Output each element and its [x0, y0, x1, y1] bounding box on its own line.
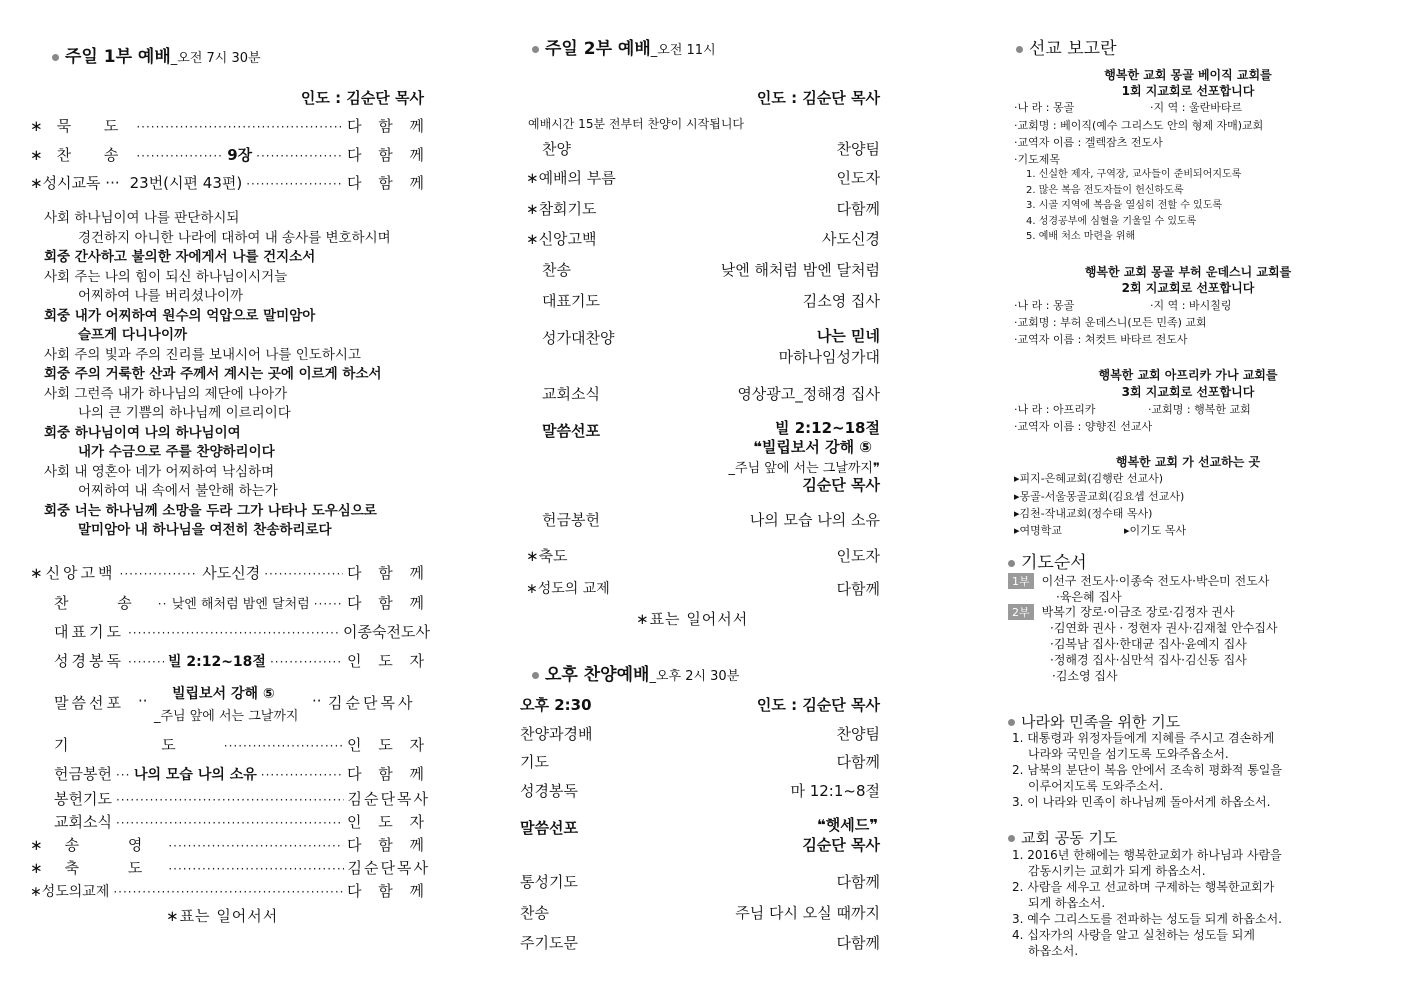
prayer-item: 2. 많은 복음 전도자들이 헌신하도록 [1026, 184, 1184, 196]
resp-line: 회중 주의 거룩한 산과 주께서 계시는 곳에 이르게 하소서 [44, 366, 382, 382]
s3-item [520, 780, 880, 801]
s3-title: 오후 찬양예배 [545, 665, 650, 685]
mission2-heading2: 2회 지교회로 선포합니다 [1121, 281, 1255, 295]
s2-choir-name: 마하나임성가대 [778, 348, 880, 366]
s1-order-mid: 나의 모습 나의 소유 [133, 767, 257, 783]
mission1-church: ·교회명 : 베이직(예수 그리스도 안의 형제 자매)교회 [1014, 119, 1264, 132]
s1-order-value: 다 함 께 [346, 882, 430, 900]
resp-line: 내가 수금으로 주를 찬양하리이다 [78, 444, 275, 460]
church-prayer-line: 4. 십자가의 사랑을 알고 실천하는 성도들 되게 [1012, 928, 1255, 942]
s2-item-value: 나의 모습 나의 소유 [749, 511, 880, 529]
s1-order-label: ∗묵 도 [30, 117, 133, 135]
s2-item [520, 290, 880, 311]
dots-separator: ·· [312, 692, 322, 710]
s2-item [520, 167, 880, 188]
church-prayer-heading [1008, 827, 1117, 848]
s1-order-value: 이종숙전도사 [343, 623, 430, 641]
mission3-country: ·나 라 : 아프리카 [1014, 403, 1096, 416]
s2-item-value: 인도자 [836, 547, 880, 565]
s3-item [520, 902, 880, 923]
s3-item-value: 다함께 [836, 753, 880, 771]
s1-order-value: 인 도 자 [346, 813, 430, 831]
prayer-order-heading [1008, 548, 1087, 573]
resp-line: 경건하지 아니한 나라에 대하여 내 송사를 변호하시며 [78, 229, 391, 246]
s2-item [520, 383, 880, 404]
s1-order-label: 교회소식 [54, 813, 112, 831]
s2-leader: 인도 : 김순단 목사 [756, 89, 880, 107]
church-prayer-title: 교회 공동 기도 [1021, 829, 1118, 847]
resp-line: 어찌하여 내 속에서 불안해 하는가 [78, 483, 278, 499]
s1-order-value: 김순단목사 [347, 790, 430, 808]
mission2-heading1: 행복한 교회 몽골 부허 운데스니 교회를 [1084, 265, 1292, 279]
church-prayer-line: 하옵소서. [1028, 944, 1079, 958]
nation-line: 1. 대통령과 위정자들에게 지혜를 주시고 겸손하게 [1012, 731, 1275, 745]
s2-notice: 예배시간 15분 전부터 찬양이 시작됩니다 [528, 117, 745, 131]
prayer-order-line [1008, 603, 1235, 620]
s2-sermon-preacher: 김순단 목사 [802, 476, 880, 494]
nation-list [1012, 730, 1282, 810]
mission-title: 선교 보고란 [1029, 39, 1117, 59]
s1-order-row [30, 880, 430, 901]
s1-order-row [30, 562, 430, 583]
s3-sermon-label: 말씀선포 [520, 819, 578, 837]
mission3-heading1: 행복한 교회 아프리카 가나 교회를 [1098, 368, 1278, 382]
mission3-church: ·교회명 : 행복한 교회 [1148, 403, 1251, 416]
nation-line: 이루어지도록 도와주소서. [1028, 779, 1164, 793]
s1-sermon-preacher: 김순단목사 [328, 694, 416, 712]
prayer-order-text: 이선구 전도사·이종숙 전도사·박은미 전도사 [1041, 574, 1270, 588]
nation-heading [1008, 711, 1180, 732]
mission2-region: ·지 역 : 바시칠링 [1150, 299, 1232, 312]
resp-line: 사회 주의 빛과 주의 진리를 보내시어 나를 인도하시고 [44, 346, 361, 363]
s3-first-row [520, 694, 880, 715]
s3-item-label: 통성기도 [520, 873, 578, 891]
resp-line: 회중 간사하고 불의한 자에게서 나를 건지소서 [44, 249, 316, 265]
s1-order-row [30, 115, 430, 136]
s2-item [520, 509, 880, 530]
s3-item-value: 마 12:1~8절 [790, 782, 880, 800]
supported-item: ▸이기도 목사 [1124, 524, 1187, 537]
s2-item-value: 다함께 [836, 200, 880, 218]
s1-sermon-label: 말씀선포 [54, 694, 124, 712]
s3-start-time: 오후 2:30 [520, 696, 592, 714]
s1-order-mid: 낮엔 해처럼 밤엔 달처럼 [171, 597, 310, 612]
s2-title: 주일 2부 예배 [545, 39, 651, 59]
s3-item-label: 주기도문 [520, 934, 578, 952]
s2-item-label: 대표기도 [542, 292, 600, 310]
s2-choir-label: 성가대찬양 [542, 329, 615, 347]
s2-item-label: 교회소식 [542, 385, 600, 403]
prayer-item: 1. 신실한 제자, 구역장, 교사들이 준비되어지도록 [1026, 169, 1242, 180]
mission3-heading2: 3회 지교회로 선포합니다 [1121, 385, 1255, 399]
s1-order-row [30, 734, 430, 755]
prayer-order-text: 박복기 장로·이금조 장로·김정자 권사 [1041, 605, 1235, 619]
s1-heading [52, 42, 261, 67]
s3-heading [532, 660, 739, 685]
resp-line: 사회 그런즉 내가 하나님의 제단에 나아가 [44, 385, 288, 402]
s1-order-row [30, 788, 430, 809]
s2-item-label: ∗참회기도 [526, 200, 597, 218]
mission3-missionary: ·교역자 이름 : 양향진 선교사 [1014, 420, 1153, 433]
s1-order-row [30, 763, 430, 784]
s2-item-label: ∗예배의 부름 [526, 169, 616, 187]
resp-line: 사회 내 영혼아 네가 어찌하여 낙심하며 [44, 463, 275, 480]
s3-sermon-title: ❝햇세드❞ [816, 816, 878, 834]
s2-item-label: ∗신앙고백 [526, 230, 597, 248]
s1-order-value: 다 함 께 [346, 117, 430, 135]
s2-heading [532, 34, 716, 59]
s2-item-value: 다함께 [836, 580, 880, 598]
s3-item-label: 기도 [520, 753, 549, 771]
church-prayer-line: 감동시키는 교회가 되게 하옵소서. [1028, 864, 1206, 878]
resp-line: 나의 큰 기쁨의 하나님께 이르리이다 [78, 405, 291, 421]
bullet-dot-icon [532, 46, 539, 53]
church-prayer-list [1012, 847, 1282, 959]
s1-order-value: 인 도 자 [346, 736, 430, 754]
mission2-church: ·교회명 : 부허 운데스니(모든 민족) 교회 [1014, 316, 1207, 329]
supported-item: ▸여명학교 [1014, 524, 1063, 537]
nation-line: 나라와 국민을 섬기도록 도와주옵소서. [1028, 747, 1229, 761]
prayer-order-line: ·김소영 집사 [1052, 669, 1118, 683]
s2-item-value: 사도신경 [822, 230, 880, 248]
mission1-prayer-title: ·기도제목 [1014, 153, 1061, 166]
bullet-dot-icon [1008, 560, 1015, 567]
s1-order-row [30, 834, 430, 855]
bullet-dot-icon [1008, 719, 1015, 726]
church-prayer-line: 1. 2016년 한해에는 행복한교회가 하나님과 사람을 [1012, 848, 1282, 862]
prayer-order-line: ·김복남 집사·한대균 집사·윤예지 집사 [1050, 637, 1247, 651]
s2-item [520, 198, 880, 219]
s1-order-value: 다 함 께 [346, 564, 430, 582]
mission1-country: ·나 라 : 몽골 [1014, 101, 1075, 114]
s2-item-value: 찬양팀 [836, 140, 880, 158]
s1-order-row [30, 592, 430, 613]
s3-item [520, 751, 880, 772]
dots-separator: ·· [138, 692, 148, 710]
s1-order-label: 기 도 [54, 736, 220, 754]
s1-order-value: 인 도 자 [346, 652, 430, 670]
resp-line: 회중 내가 어찌하여 원수의 억압으로 말미암아 [44, 307, 316, 324]
s2-item [520, 545, 880, 566]
s2-item-value: 인도자 [836, 169, 880, 187]
s2-item [520, 259, 880, 280]
s2-standing-note: ∗표는 일어서서 [636, 610, 749, 628]
s1-order-row [30, 857, 430, 878]
s1-order-value: 다 함 께 [346, 836, 430, 854]
prayer-order-title: 기도순서 [1021, 553, 1087, 573]
s2-item-value: 낮엔 해처럼 밤엔 달처럼 [720, 261, 880, 279]
s1-order-row [30, 621, 430, 642]
prayer-item: 5. 예배 처소 마련을 위해 [1026, 231, 1136, 242]
s3-item [520, 871, 880, 892]
s2-sermon-label: 말씀선포 [542, 422, 600, 440]
bullet-dot-icon [1008, 835, 1015, 842]
s2-sermon-subtitle: _주님 앞에 서는 그날까지❞ [728, 461, 880, 476]
s1-order-value: 다 함 께 [346, 146, 430, 164]
s2-time: _오전 11시 [650, 43, 716, 58]
s3-item-label: 찬양과경배 [520, 725, 593, 743]
supported-item: ▸몽골-서울몽골교회(김요셉 선교사) [1014, 489, 1185, 503]
s2-item [520, 138, 880, 159]
s2-item [520, 228, 880, 249]
s3-item [520, 723, 880, 744]
resp-line: 회중 하나님이여 나의 하나님이여 [44, 424, 241, 441]
nation-title: 나라와 민족을 위한 기도 [1021, 713, 1181, 731]
s2-item-label: 헌금봉헌 [542, 511, 600, 529]
supported-item: ▸김천-작내교회(정수태 목사) [1014, 507, 1153, 520]
s1-order-label: 찬 송 [54, 594, 154, 612]
mission1-prayers [1026, 167, 1241, 245]
prayer-order-line: ·육은혜 집사 [1056, 590, 1122, 604]
s1-time: _오전 7시 30분 [170, 51, 261, 66]
mission1-region: ·지 역 : 울란바타르 [1150, 101, 1243, 114]
s2-sermon-title: ❝빌립보서 강해 ⑤ [753, 438, 872, 456]
prayer-item: 3. 시골 지역에 복음을 열심히 전할 수 있도록 [1026, 200, 1223, 211]
resp-line: 어찌하여 나를 버리셨나이까 [78, 288, 244, 304]
bullet-dot-icon [532, 672, 539, 679]
s2-item-value: 김소영 집사 [802, 292, 880, 310]
s1-order-mid: 사도신경 [202, 564, 261, 582]
s2-item-value: 영상광고_정해경 집사 [737, 385, 880, 403]
nation-line: 2. 남북의 분단이 복음 안에서 조속히 평화적 통일을 [1012, 763, 1282, 777]
s1-order-label: ∗성도의교제 [30, 884, 110, 900]
s1-order-value: 다 함 께 [346, 594, 430, 612]
prayer-order-line: ·정해경 집사·심만석 집사·김신동 집사 [1050, 653, 1247, 667]
resp-line: 사회 주는 나의 힘이 되신 하나님이시거늘 [44, 268, 288, 285]
nation-line: 3. 이 나라와 민족이 하나님께 돌아서게 하옵소서. [1012, 795, 1271, 809]
mission2-missionary: ·교역자 이름 : 쳐컷트 바타르 전도사 [1014, 333, 1188, 346]
bullet-dot-icon [52, 54, 59, 61]
s1-order-label: ∗성시교독 ··· [30, 174, 120, 192]
s1-order-label: ∗찬 송 [30, 146, 133, 164]
s1-order-mid: 9장 [227, 146, 253, 164]
s1-order-value: 다 함 께 [346, 765, 430, 783]
s1-responsive-reading [44, 209, 391, 541]
s3-sermon-preacher: 김순단 목사 [802, 836, 880, 854]
s3-leader: 인도 : 김순단 목사 [756, 696, 880, 714]
s3-item-label: 성경봉독 [520, 782, 578, 800]
mission-heading [1016, 34, 1117, 59]
prayer-order-line [1008, 572, 1269, 589]
s2-item-label: 찬양 [542, 140, 571, 158]
s1-order-label: 헌금봉헌 [54, 765, 112, 783]
bullet-dot-icon [1016, 46, 1023, 53]
service-tag: 2부 [1008, 604, 1034, 620]
resp-line: 회중 너는 하나님께 소망을 두라 그가 나타나 도우심으로 [44, 502, 377, 519]
prayer-order-line: ·김연화 권사 · 정현자 권사·김재철 안수집사 [1050, 621, 1278, 635]
mission1-heading2: 1회 지교회로 선포합니다 [1121, 84, 1255, 98]
s1-order-row [30, 650, 430, 671]
s3-item-value: 찬양팀 [836, 725, 880, 743]
prayer-item: 4. 성경공부에 심혈을 기울일 수 있도록 [1026, 215, 1197, 227]
s1-order-value: 다 함 께 [346, 174, 430, 192]
mission2-country: ·나 라 : 몽골 [1014, 299, 1075, 312]
s1-order-mid: 23번(시편 43편) [129, 174, 243, 192]
s2-item-label: ∗성도의 교제 [526, 581, 610, 597]
s3-item-value: 주님 다시 오실 때까지 [735, 904, 880, 922]
supported-item: ▸피지-은혜교회(김행란 선교사) [1014, 472, 1164, 485]
s1-order-row [30, 172, 430, 193]
s1-order-mid: 빌 2:12~18절 [167, 654, 266, 670]
s1-sermon-title: 빌립보서 강해 ⑤ [172, 686, 275, 702]
s1-order-label: ∗신앙고백 [30, 564, 116, 582]
s1-order-label: ∗송 영 [30, 836, 165, 854]
s3-time: _오후 2시 30분 [649, 669, 740, 684]
s2-item-label: ∗축도 [526, 547, 568, 565]
s2-item [520, 578, 880, 599]
s1-standing-note: ∗표는 일어서서 [166, 907, 279, 925]
resp-line: 사회 하나님이여 나를 판단하시되 [44, 210, 240, 226]
supported-list [1014, 470, 1184, 523]
s2-sermon-ref: 빌 2:12~18절 [775, 419, 880, 437]
s2-choir-song: 나는 믿네 [816, 327, 880, 345]
s1-order-label: ∗축 도 [30, 859, 165, 877]
s1-sermon-subtitle: _주님 앞에 서는 그날까지 [154, 709, 299, 724]
church-prayer-line: 2. 사람을 세우고 선교하며 구제하는 행복한교회가 [1012, 880, 1275, 894]
s1-leader: 인도 : 김순단 목사 [300, 89, 424, 107]
s3-item-label: 찬송 [520, 904, 549, 922]
s1-order-label: 대표기도 [54, 623, 124, 641]
service-tag: 1부 [1008, 573, 1034, 589]
supported-title: 행복한 교회 가 선교하는 곳 [1115, 455, 1261, 469]
s3-item-value: 다함께 [836, 934, 880, 952]
mission1-missionary: ·교역자 이름 : 겔렉잠츠 전도사 [1014, 136, 1163, 149]
church-prayer-line: 3. 예수 그리스도를 전파하는 성도들 되게 하옵소서. [1012, 912, 1282, 926]
mission1-heading1: 행복한 교회 몽골 베이직 교회를 [1104, 68, 1272, 82]
resp-line: 말미암아 내 하나님을 여전히 찬송하리로다 [78, 522, 332, 538]
s3-item-value: 다함께 [836, 873, 880, 891]
s1-title: 주일 1부 예배 [65, 47, 171, 67]
s1-order-row [30, 144, 430, 165]
s1-order-value: 김순단목사 [347, 859, 430, 877]
church-prayer-line: 되게 하옵소서. [1028, 896, 1106, 910]
s1-order-row [30, 811, 430, 832]
resp-line: 슬프게 다니나이까 [78, 327, 188, 343]
s1-order-label: 봉헌기도 [54, 790, 112, 808]
s1-order-label: 성경봉독 [54, 652, 124, 670]
s3-item [520, 932, 880, 953]
s2-item-label: 찬송 [542, 261, 571, 279]
